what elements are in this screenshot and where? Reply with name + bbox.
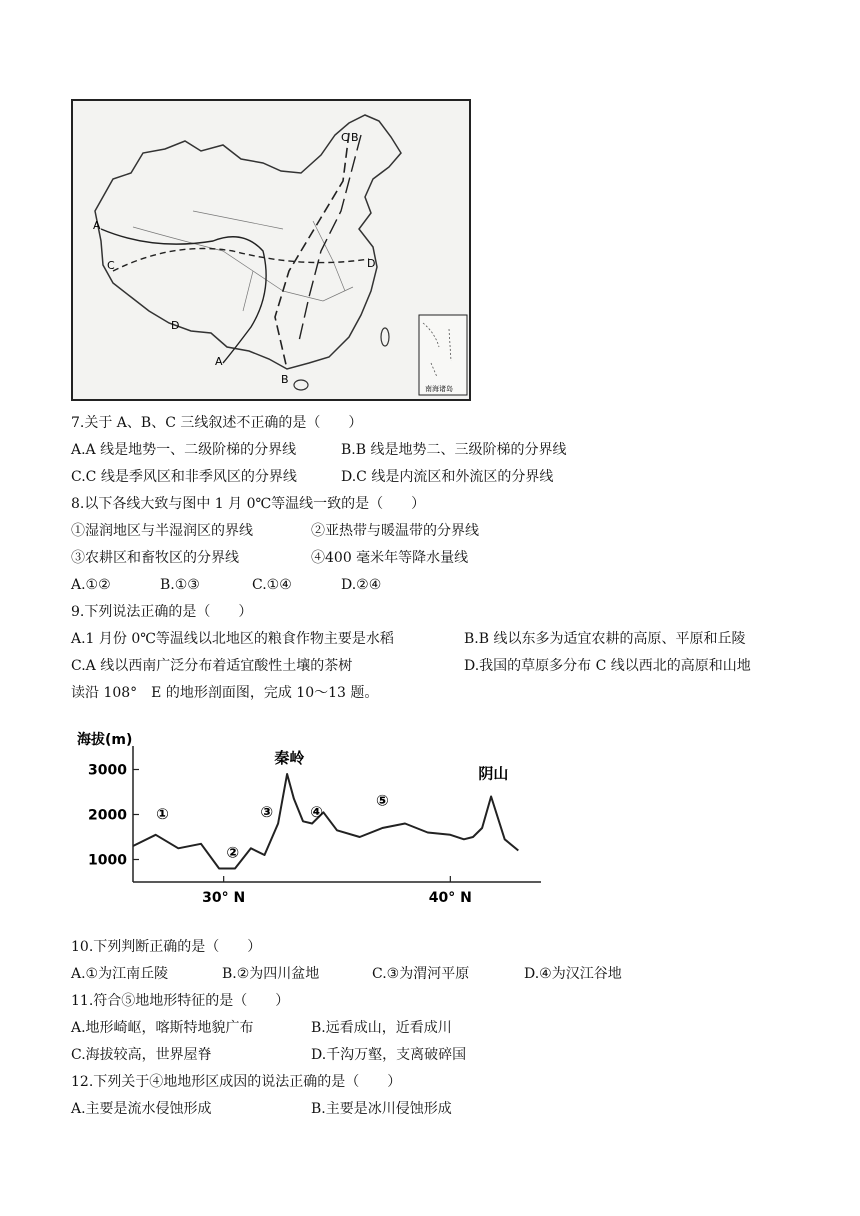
y-tick-label: 3000 (88, 762, 127, 779)
map-label-b-north: B (351, 131, 359, 144)
q7-option-d: D.C 线是内流区和外流区的分界线 (341, 469, 554, 485)
q11-option-d: D.千沟万壑，支离破碎国 (311, 1047, 467, 1063)
q9-option-b: B.B 线以东多为适宜农耕的高原、平原和丘陵 (464, 631, 746, 647)
q12-option-b: B.主要是冰川侵蚀形成 (311, 1101, 452, 1117)
map-label-d-southwest: D (171, 319, 180, 332)
elevation-profile-line (133, 774, 518, 869)
q12-option-a: A.主要是流水侵蚀形成 (71, 1101, 212, 1117)
profile-annotation: ⑤ (375, 791, 389, 810)
q8-statement-3: ③农耕区和畜牧区的分界线 (71, 550, 239, 566)
q11-option-c: C.海拔较高，世界屋脊 (71, 1047, 212, 1063)
terrain-profile-chart (71, 720, 551, 920)
map-label-d-east: D (367, 257, 376, 270)
q11-stem: 11.符合⑤地地形特征的是（ ） (71, 993, 290, 1009)
chart-ylabel: 海拔(m) (77, 732, 133, 748)
y-tick-label: 2000 (88, 807, 127, 824)
q9-option-a: A.1 月份 0℃等温线以北地区的粮食作物主要是水稻 (71, 631, 394, 647)
q8-statement-2: ②亚热带与暖温带的分界线 (311, 523, 479, 539)
x-tick-label: 40° N (428, 890, 472, 906)
map-label-c-west: C (107, 259, 115, 272)
profile-annotation: ④ (310, 802, 323, 821)
map-label-b-south: B (281, 373, 289, 386)
china-map-svg (73, 101, 469, 399)
inset-box (419, 315, 467, 395)
profile-annotation: ② (226, 843, 240, 862)
profile-annotation: 秦岭 (274, 748, 305, 767)
q11-option-a: A.地形崎岖，喀斯特地貌广布 (71, 1020, 254, 1036)
line-d (113, 249, 369, 272)
profile-annotation: ③ (260, 802, 274, 821)
x-tick-label: 30° N (202, 890, 246, 906)
province-lines (133, 211, 353, 311)
q7-option-b: B.B 线是地势二、三级阶梯的分界线 (341, 442, 567, 458)
q7-option-c: C.C 线是季风区和非季风区的分界线 (71, 469, 297, 485)
china-map-figure (71, 99, 471, 401)
q7-stem: 7.关于 A、B、C 三线叙述不正确的是（ ） (71, 415, 363, 431)
q8-option-a: A.①② (71, 577, 111, 593)
map-label-c-north: C (341, 131, 349, 144)
q10-option-c: C.③为渭河平原 (372, 966, 470, 982)
q10-option-a: A.①为江南丘陵 (71, 966, 169, 982)
line-b (275, 133, 349, 369)
q11-option-b: B.远看成山，近看成川 (311, 1020, 452, 1036)
q10-stem: 10.下列判断正确的是（ ） (71, 939, 262, 955)
q9-stem: 9.下列说法正确的是（ ） (71, 604, 253, 620)
q8-option-d: D.②④ (341, 577, 382, 593)
q9-option-c: C.A 线以西南广泛分布着适宜酸性土壤的茶树 (71, 658, 353, 674)
map-label-a-south: A (215, 355, 223, 368)
terrain-profile-svg (71, 720, 551, 920)
y-tick-label: 1000 (88, 852, 127, 869)
q12-stem: 12.下列关于④地地形区成因的说法正确的是（ ） (71, 1074, 402, 1090)
q10-option-d: D.④为汉江谷地 (524, 966, 622, 982)
hainan-island (294, 380, 308, 390)
q8-stem: 8.以下各线大致与图中 1 月 0℃等温线一致的是（ ） (71, 496, 426, 512)
q9-option-d: D.我国的草原多分布 C 线以西北的高原和山地 (464, 658, 751, 674)
q8-statement-1: ①湿润地区与半湿润区的界线 (71, 523, 253, 539)
q10-option-b: B.②为四川盆地 (222, 966, 320, 982)
taiwan-island (381, 328, 389, 346)
map-label-a-west: A (93, 219, 101, 232)
profile-annotation: ① (156, 805, 169, 823)
q8-statement-4: ④400 毫米年等降水量线 (311, 550, 469, 566)
inset-label: 南海诸岛 (425, 385, 453, 393)
q7-option-a: A.A 线是地势一、二级阶梯的分界线 (71, 442, 297, 458)
profile-annotation: 阴山 (478, 764, 509, 783)
q8-option-b: B.①③ (160, 577, 200, 593)
q8-option-c: C.①④ (252, 577, 292, 593)
section-intro: 读沿 108° E 的地形剖面图，完成 10～13 题。 (71, 685, 379, 701)
